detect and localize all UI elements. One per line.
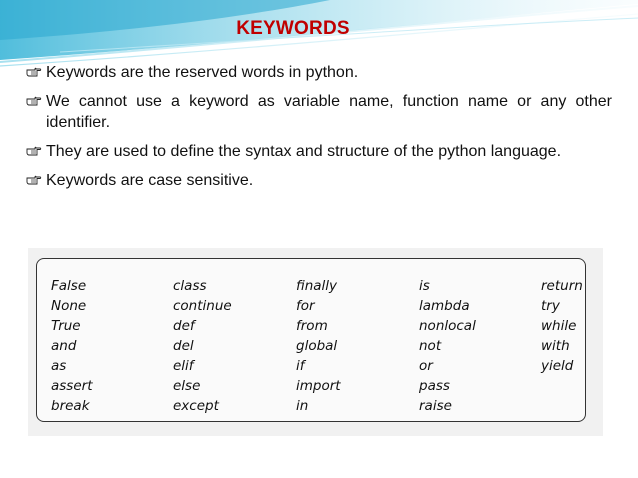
- keyword: class: [173, 278, 207, 294]
- keyword: False: [51, 278, 87, 294]
- keyword: is: [419, 278, 430, 294]
- bullet-text: We cannot use a keyword as variable name, function name or any other identifier.: [46, 93, 612, 131]
- keyword: return: [541, 278, 583, 294]
- keyword: import: [296, 378, 341, 394]
- pointing-hand-icon: [26, 145, 42, 157]
- keyword: raise: [419, 398, 452, 414]
- keyword: None: [51, 298, 87, 314]
- bullet-text: Keywords are case sensitive.: [46, 172, 254, 189]
- keyword: or: [419, 358, 433, 374]
- keyword-table-panel: [28, 248, 603, 436]
- keyword: except: [173, 398, 219, 414]
- pointing-hand-icon: [26, 174, 42, 186]
- keyword: for: [296, 298, 315, 314]
- keyword-column: [541, 276, 583, 376]
- keyword: and: [51, 338, 77, 354]
- keyword-column: [173, 276, 232, 416]
- keyword: not: [419, 338, 442, 354]
- keyword: lambda: [419, 298, 470, 314]
- keyword: with: [541, 338, 570, 354]
- keyword: break: [51, 398, 90, 414]
- bullet-list: [26, 62, 612, 199]
- keyword: continue: [173, 298, 232, 314]
- keyword: while: [541, 318, 577, 334]
- keyword: nonlocal: [419, 318, 476, 334]
- bullet-text: Keywords are the reserved words in python.: [46, 64, 359, 81]
- keyword: else: [173, 378, 201, 394]
- keyword-table: [36, 258, 586, 422]
- slide-title: KEYWORDS: [236, 18, 350, 39]
- keyword: as: [51, 358, 67, 374]
- keyword: assert: [51, 378, 93, 394]
- bullet-item: [26, 141, 612, 162]
- bullet-text: They are used to define the syntax and structure of the python language.: [46, 143, 562, 160]
- keyword-column: [419, 276, 476, 416]
- keyword-column: [296, 276, 341, 416]
- keyword: pass: [419, 378, 450, 394]
- keyword-column: [51, 276, 93, 416]
- pointing-hand-icon: [26, 66, 42, 78]
- keyword: global: [296, 338, 338, 354]
- pointing-hand-icon: [26, 95, 42, 107]
- keyword: from: [296, 318, 328, 334]
- bullet-item: [26, 62, 612, 83]
- keyword: True: [51, 318, 81, 334]
- keyword: in: [296, 398, 309, 414]
- keyword: finally: [296, 278, 338, 294]
- keyword: def: [173, 318, 195, 334]
- keyword: if: [296, 358, 305, 374]
- keyword: del: [173, 338, 194, 354]
- bullet-item: [26, 91, 612, 133]
- keyword: yield: [541, 358, 574, 374]
- keyword: try: [541, 298, 560, 314]
- keyword: elif: [173, 358, 194, 374]
- bullet-item: [26, 170, 612, 191]
